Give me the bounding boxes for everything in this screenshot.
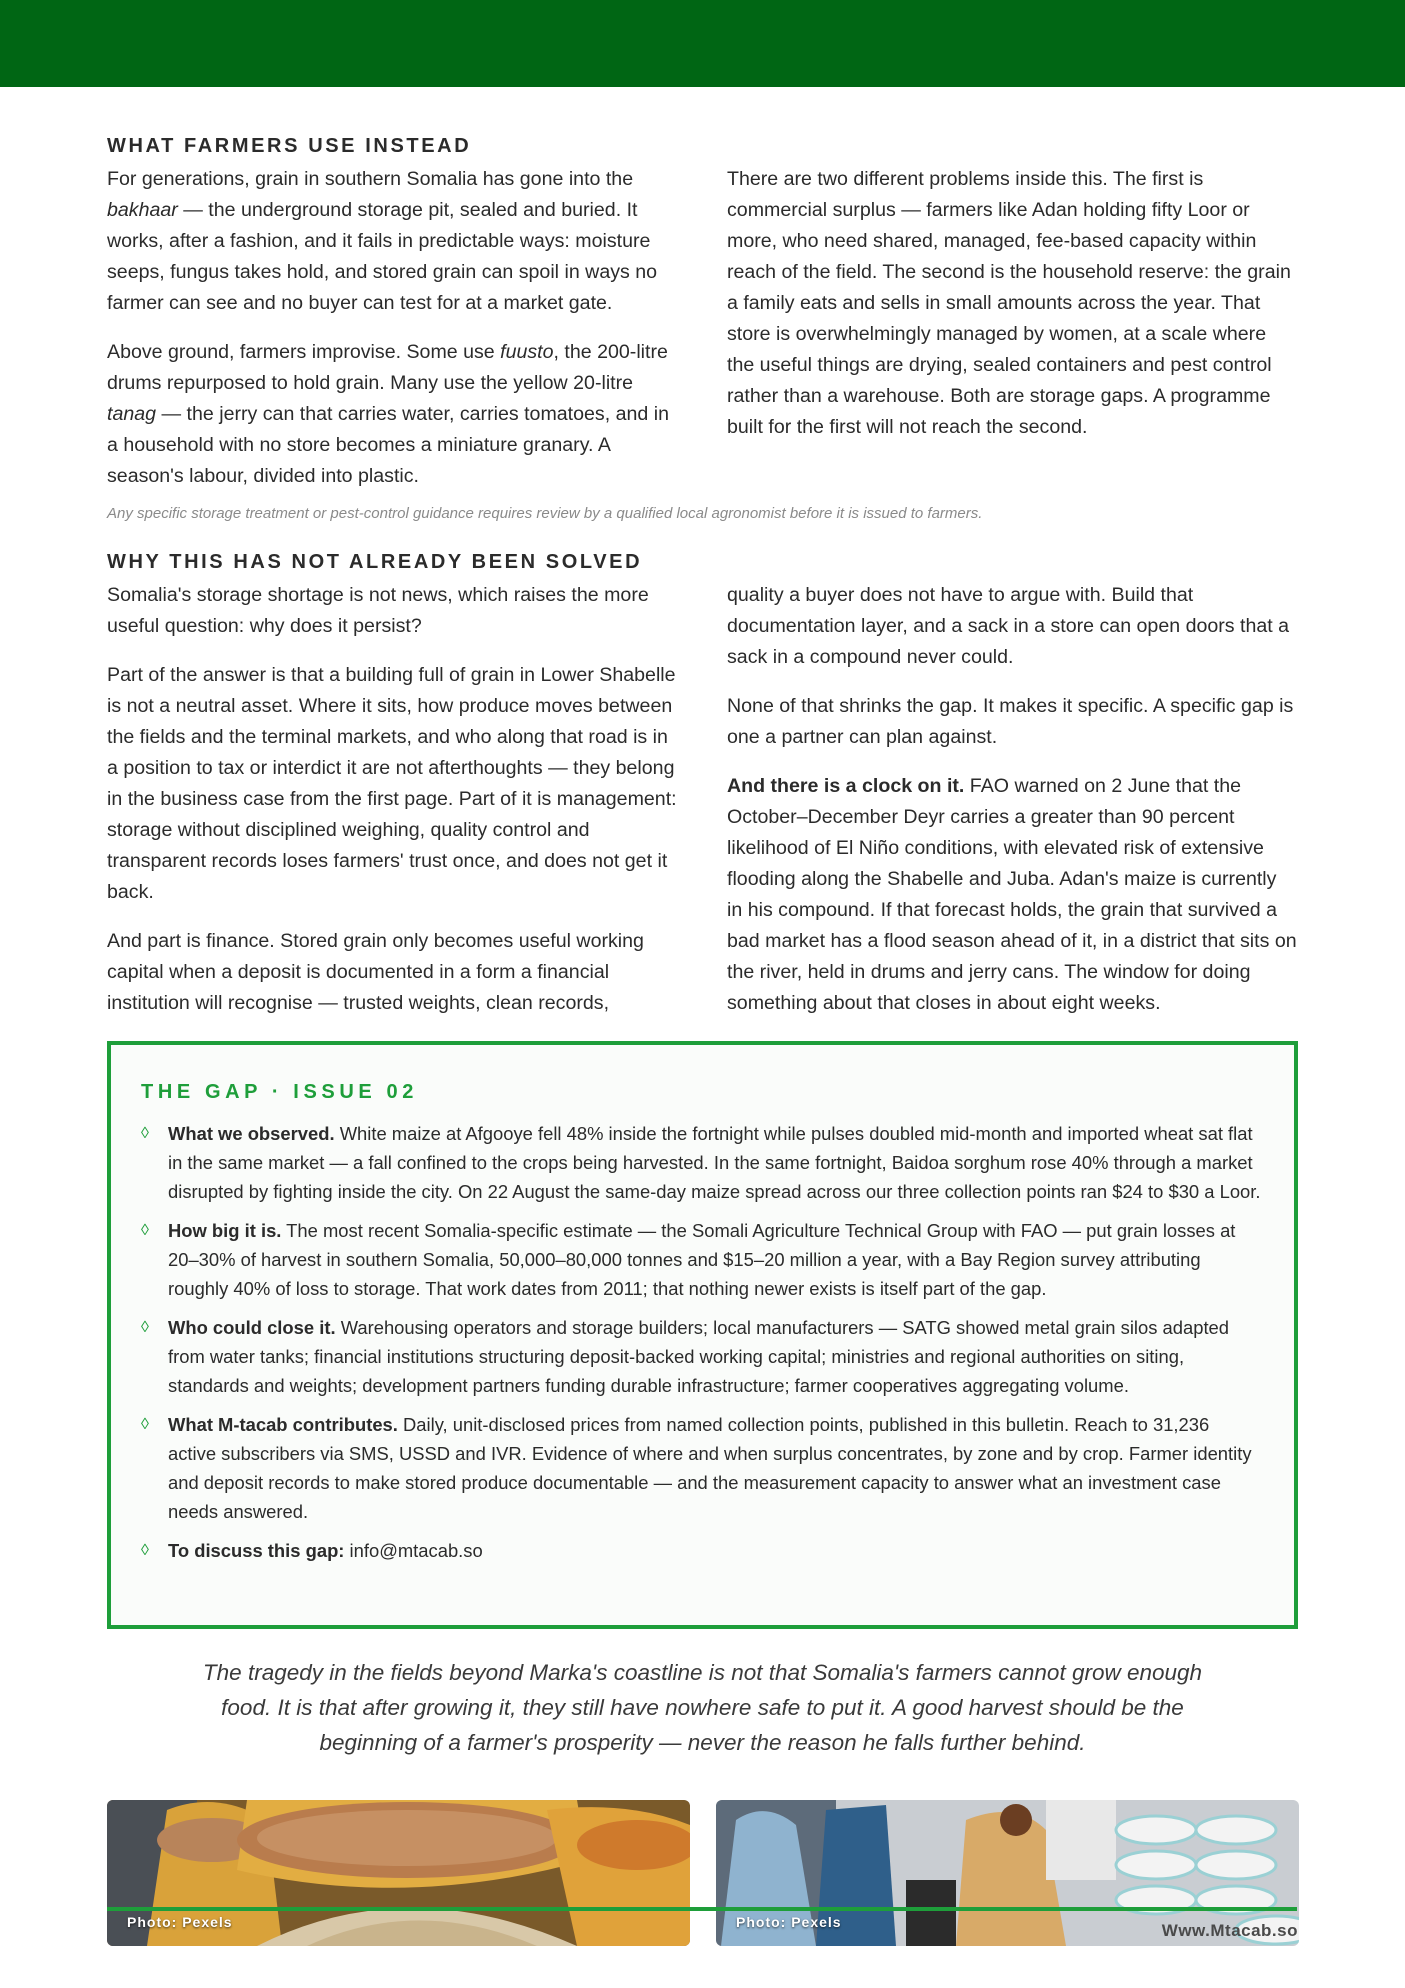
- paragraph: Somalia's storage shortage is not news, which raises the more useful question: why does it persist?: [107, 584, 649, 637]
- section-2: [107, 548, 1297, 1037]
- right-column: [727, 164, 1297, 510]
- disclaimer-note: Any specific storage treatment or pest-control guidance requires review by a qualified local agronomist before it is issued to farmers.: [107, 505, 983, 522]
- paragraph: And there is a clock on it. FAO warned on 2 June that the October–December Deyr carries a greater than 90 percent likelihood of El Niño conditions, with elevated risk of extensive flooding along the Shabelle and Juba. Adan's maize is currently in his compound. If that forecast holds, the grain that survived a bad market has a flood season ahead of it, in a district that sits on the river, held in drums and jerry cans. The window for doing something about that closes in about eight weeks.: [727, 775, 1297, 1014]
- right-column: [727, 580, 1297, 1037]
- diamond-bullet-icon: ◊: [141, 1222, 149, 1239]
- diamond-bullet-icon: ◊: [141, 1125, 149, 1142]
- list-item: ◊ What we observed. White maize at Afgooye fell 48% inside the fortnight while pulses doubled mid-month and imported wheat sat flat in the same market — a fall confined to the crops being harvested. In the same fortnight, Baidoa sorghum rose 40% through a market disrupted by fighting inside the city. On 22 August the same-day maize spread across our three collection points ran $24 to $30 a Loor.: [141, 1119, 1261, 1206]
- pull-quote: The tragedy in the fields beyond Marka's coastline is not that Somalia's farmers cannot grow enough food. It is that after growing it, they still have nowhere safe to put it. A good harvest should be the beginning of a farmer's prosperity — never the reason he falls further behind.: [202, 1660, 1203, 1755]
- list-item: ◊ How big it is. The most recent Somalia-specific estimate — the Somali Agriculture Technical Group with FAO — put grain losses at 20–30% of harvest in southern Somalia, 50,000–80,000 tonnes and $15–20 million a year, with a Bay Region survey attributing roughly 40% of loss to storage. That work dates from 2011; that nothing newer exists is itself part of the gap.: [141, 1216, 1261, 1303]
- left-column: [107, 164, 677, 510]
- diamond-bullet-icon: ◊: [141, 1416, 149, 1433]
- paragraph: quality a buyer does not have to argue with. Build that documentation layer, and a sack in a store can open doors that a sack in a compound never could.: [727, 584, 1290, 668]
- paragraph: For generations, grain in southern Somalia has gone into the bakhaar — the underground storage pit, sealed and buried. It works, after a fashion, and it fails in predictable ways: moisture seeps, fungus takes hold, and stored grain can spoil in ways no farmer can see and no buyer can test for at a market gate.: [107, 168, 658, 314]
- header-bar: [0, 0, 1405, 87]
- section-heading: WHY THIS HAS NOT ALREADY BEEN SOLVED: [107, 551, 643, 573]
- paragraph: Part of the answer is that a building full of grain in Lower Shabelle is not a neutral asset. Where it sits, how produce moves between the fields and the terminal markets, and who along that road is in a position to tax or interdict it are not afterthoughts — they belong in the business case from the first page. Part of it is management: storage without disciplined weighing, quality control and transparent records loses farmers' trust once, and does not get it back.: [107, 664, 677, 903]
- two-column-text: [107, 164, 1297, 510]
- gap-callout-box: [107, 1041, 1298, 1629]
- paragraph: And part is finance. Stored grain only becomes useful working capital when a deposit is documented in a form a financial institution will recognise — trusted weights, clean records,: [107, 930, 644, 1014]
- grain-sacks-photo: [107, 1800, 690, 1946]
- gap-title: THE GAP · ISSUE 02: [141, 1081, 418, 1103]
- list-item: ◊ To discuss this gap: info@mtacab.so: [141, 1536, 1261, 1565]
- list-item: ◊ Who could close it. Warehousing operators and storage builders; local manufacturers — SATG showed metal grain silos adapted from water tanks; financial institutions structuring deposit-backed working capital; ministries and regional authorities on siting, standards and weights; development partners funding durable infrastructure; farmer cooperatives aggregating volume.: [141, 1313, 1261, 1400]
- diamond-bullet-icon: ◊: [141, 1542, 149, 1559]
- article-body: [107, 132, 1297, 1037]
- paragraph: Above ground, farmers improvise. Some use fuusto, the 200-litre drums repurposed to hold grain. Many use the yellow 20-litre tanag — the jerry can that carries water, carries tomatoes, and in a household with no store becomes a miniature granary. A season's labour, divided into plastic.: [107, 341, 669, 487]
- list-item: ◊ What M-tacab contributes. Daily, unit-disclosed prices from named collection points, published in this bulletin. Reach to 31,236 active subscribers via SMS, USSD and IVR. Evidence of where and when surplus concentrates, by zone and by crop. Farmer identity and deposit records to make stored produce documentable — and the measurement capacity to answer what an investment case needs answered.: [141, 1410, 1261, 1526]
- gap-list: [141, 1119, 1261, 1575]
- photo-credit: Photo: Pexels: [736, 1914, 842, 1930]
- section-heading: WHAT FARMERS USE INSTEAD: [107, 135, 472, 157]
- website-link[interactable]: Www.Mtacab.so: [1161, 1921, 1298, 1940]
- left-column: [107, 580, 677, 1037]
- diamond-bullet-icon: ◊: [141, 1319, 149, 1336]
- footer-rule: [107, 1907, 1297, 1911]
- two-column-text: [107, 580, 1297, 1037]
- paragraph: There are two different problems inside this. The first is commercial surplus — farmers like Adan holding fifty Loor or more, who need shared, managed, fee-based capacity within reach of the field. The second is the household reserve: the grain a family eats and sells in small amounts across the year. That store is overwhelmingly managed by women, at a scale where the useful things are drying, sealed containers and pest control rather than a warehouse. Both are storage gaps. A programme built for the first will not reach the second.: [727, 168, 1291, 438]
- photo-credit: Photo: Pexels: [127, 1914, 233, 1930]
- paragraph: None of that shrinks the gap. It makes it specific. A specific gap is one a partner can plan against.: [727, 695, 1294, 748]
